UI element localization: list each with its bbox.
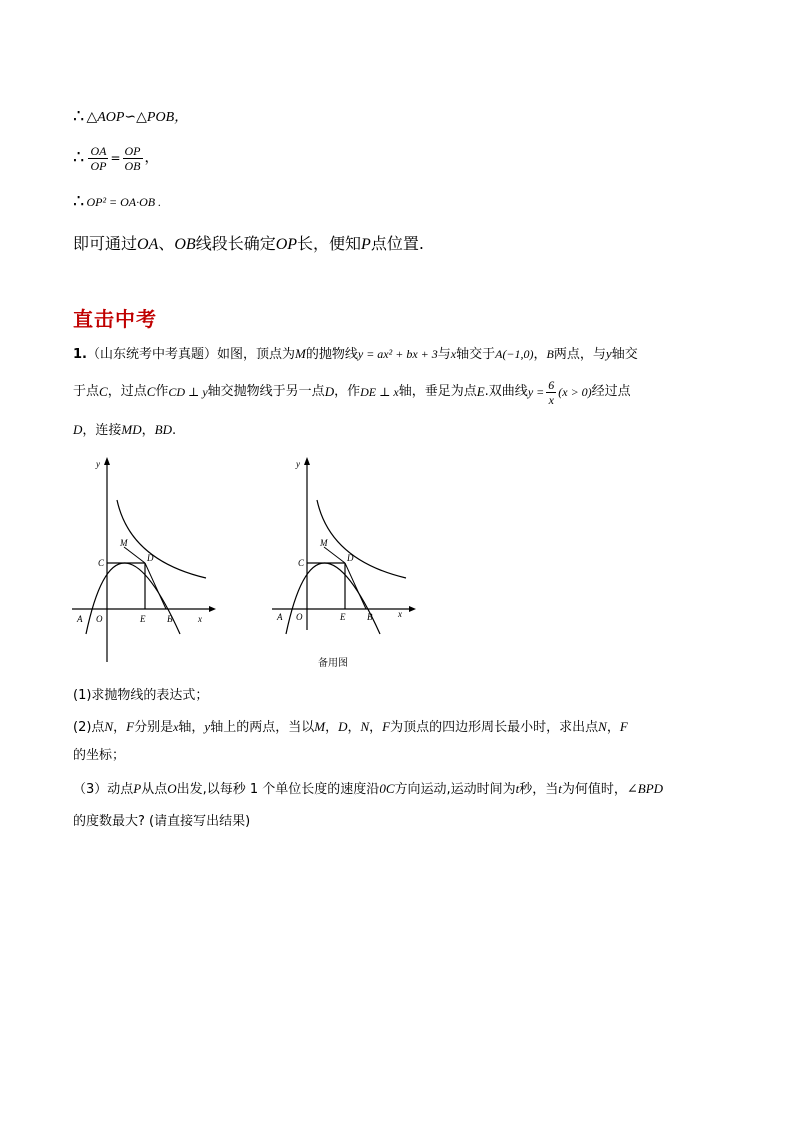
label-x: x (398, 609, 402, 619)
label-b: B (367, 612, 373, 622)
fraction-oa-op: $\frac{OA}{OP}$ (90, 143, 107, 173)
label-c: C (298, 558, 305, 568)
label-m: M (320, 538, 328, 548)
question-2-line-2: 的坐标； (73, 748, 126, 763)
parabola-figure-backup (270, 452, 420, 664)
proof-line-product: ∴ OP² = OA·OB . (73, 191, 162, 212)
segment-md (124, 547, 145, 563)
label-y: y (296, 459, 300, 469)
hyperbola-curve (317, 500, 406, 578)
parabola-figure-main (70, 452, 220, 664)
label-c: C (98, 558, 105, 568)
problem-line-2: 于点 C ，过点 C 作 CD ⊥ y 轴交抛物线于另一点 D ，作 DE ⊥ x 轴，垂足为点 E .双曲线 y = $\frac{6}{x}$ (x > 0) 经过点 (73, 377, 631, 407)
label-e: E (140, 614, 146, 624)
segment-bd (345, 563, 366, 609)
problem-line-1: 1.（山东统考中考真题）如图，顶点为M的抛物线y = ax² + bx + 3与x轴交于A(−1,0)，B两点，与y轴交 (73, 346, 638, 362)
problem-source: （山东统考中考真题） (86, 347, 217, 362)
question-2: (2)点N，F分别是x轴，y轴上的两点，当以M，D，N，F为顶点的四边形周长最小时，求出点N，F (73, 719, 628, 735)
proof-line-similar: ∴ △AOP∽△POB， (73, 106, 189, 127)
label-d: D (147, 553, 154, 563)
x-axis-arrow (409, 606, 416, 612)
section-heading: 直击中考 (73, 307, 157, 331)
therefore-symbol: ∴ (73, 106, 85, 127)
label-e: E (340, 612, 346, 622)
problem-number: 1. (73, 347, 87, 362)
question-3-line-2: 的度数最大? (请直接写出结果) (73, 814, 251, 829)
y-axis-arrow (104, 457, 110, 465)
backup-figure-caption: 备用图 (318, 658, 348, 669)
problem-line-3: D，连接MD，BD. (73, 422, 177, 438)
fraction-op-ob: $\frac{OP}{OB}$ (124, 143, 141, 173)
proof-line-ratio: ∴ $\frac{OA}{OP}$ = $\frac{OP}{OB}$ ， (73, 143, 159, 173)
label-x: x (198, 614, 202, 624)
parabola-curve (286, 563, 380, 634)
label-m: M (120, 538, 128, 548)
therefore-symbol: ∴ (73, 147, 85, 168)
proof-conclusion: 即可通过OA、OB线段长确定OP长，便知P点位置. (73, 234, 424, 253)
label-a: A (277, 612, 283, 622)
label-a: A (77, 614, 83, 624)
label-d: D (347, 553, 354, 563)
segment-md (324, 547, 345, 563)
segment-bd (145, 563, 166, 609)
label-y: y (96, 459, 100, 469)
hyperbola-curve (117, 500, 206, 578)
parabola-formula: y = ax² + bx + 3 (357, 347, 438, 361)
label-o: O (96, 614, 103, 624)
question-3: （3）动点P从点O出发,以每秒 1 个单位长度的速度沿0C方向运动,运动时间为t秒，当t为何值时，∠BPD (73, 781, 664, 797)
hyperbola-fraction: $\frac{6}{x}$ (548, 377, 555, 407)
label-o: O (296, 612, 303, 622)
y-axis-arrow (304, 457, 310, 465)
label-b: B (167, 614, 173, 624)
x-axis-arrow (209, 606, 216, 612)
therefore-symbol: ∴ (73, 191, 85, 212)
question-1: (1)求抛物线的表达式； (73, 688, 209, 703)
